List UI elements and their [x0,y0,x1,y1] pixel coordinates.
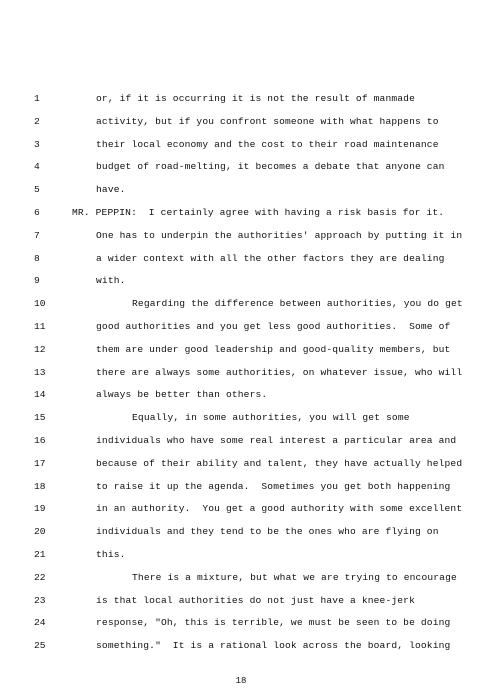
line-text: have. [96,184,126,196]
transcript-line [0,567,482,589]
line-number: 2 [34,115,40,127]
line-number: 14 [34,389,46,401]
transcript-line [0,453,482,475]
line-number: 21 [34,549,46,560]
line-text: to raise it up the agenda. Sometimes you get both happening [96,480,451,492]
line-number: 15 [34,412,46,424]
line-number: 3 [34,138,40,150]
transcript-line [0,202,482,224]
line-text: this. [96,549,126,560]
line-text: There is a mixture, but what we are trying to encourage [132,571,457,583]
line-text: a wider context with all the other factors they are dealing [96,252,445,264]
transcript-line [0,179,482,201]
transcript-line [0,270,482,292]
line-number: 23 [34,594,46,606]
transcript-line [0,156,482,178]
line-number: 25 [34,640,46,652]
line-number: 22 [34,571,46,583]
line-text: activity, but if you confront someone with what happens to [96,115,439,127]
line-text: MR. PEPPIN: I certainly agree with having a risk basis for it. [72,207,445,218]
line-number: 9 [34,275,40,287]
transcript-line [0,134,482,156]
line-text: response, "Oh, this is terrible, we must be seen to be doing [96,617,451,629]
line-text: One has to underpin the authorities' approach by putting it in [96,229,463,241]
transcript-line [0,316,482,338]
line-number: 19 [34,503,46,515]
line-text: something." It is a rational look across the board, looking [96,640,451,652]
transcript-line [0,384,482,406]
transcript-line [0,498,482,520]
line-number: 1 [34,93,40,104]
line-text: or, if it is occurring it is not the result of manmade [96,93,415,104]
line-number: 16 [34,435,46,446]
transcript-line [0,407,482,429]
line-text: Equally, in some authorities, you will get some [132,412,410,424]
line-text: in an authority. You get a good authority with some excellent [96,503,463,515]
transcript-line [0,544,482,566]
transcript-line [0,590,482,612]
line-number: 18 [34,480,46,492]
line-number: 8 [34,252,40,264]
line-text: good authorities and you get less good authorities. Some of [96,321,451,332]
page-number: 18 [235,676,247,686]
transcript-line [0,88,482,110]
line-text: them are under good leadership and good-quality members, but [96,343,451,355]
line-text: is that local authorities do not just have a knee-jerk [96,594,415,606]
line-number: 17 [34,457,46,469]
line-number: 13 [34,366,46,378]
transcript-line [0,476,482,498]
line-number: 24 [34,617,46,629]
transcript-line [0,248,482,270]
line-text: with. [96,275,126,287]
line-text: individuals and they tend to be the ones who are flying on [96,526,439,538]
transcript-line [0,225,482,247]
line-number: 20 [34,526,46,538]
line-number: 7 [34,229,40,241]
line-text: their local economy and the cost to their road maintenance [96,138,439,150]
transcript-line [0,293,482,315]
line-number: 5 [34,184,40,196]
line-text: always be better than others. [96,389,268,401]
transcript-line [0,362,482,384]
transcript-line [0,111,482,133]
transcript-line [0,635,482,657]
line-number: 12 [34,343,46,355]
line-number: 11 [34,321,46,332]
line-number: 10 [34,298,46,310]
transcript-line [0,521,482,543]
transcript-line [0,339,482,361]
line-number: 6 [34,207,40,218]
line-text: there are always some authorities, on whatever issue, who will [96,366,463,378]
transcript-line [0,612,482,634]
line-text: because of their ability and talent, they have actually helped [96,457,463,469]
line-number: 4 [34,161,40,173]
line-text: budget of road-melting, it becomes a debate that anyone can [96,161,445,173]
line-text: individuals who have some real interest a particular area and [96,435,457,446]
transcript-line [0,430,482,452]
line-text: Regarding the difference between authorities, you do get [132,298,463,310]
